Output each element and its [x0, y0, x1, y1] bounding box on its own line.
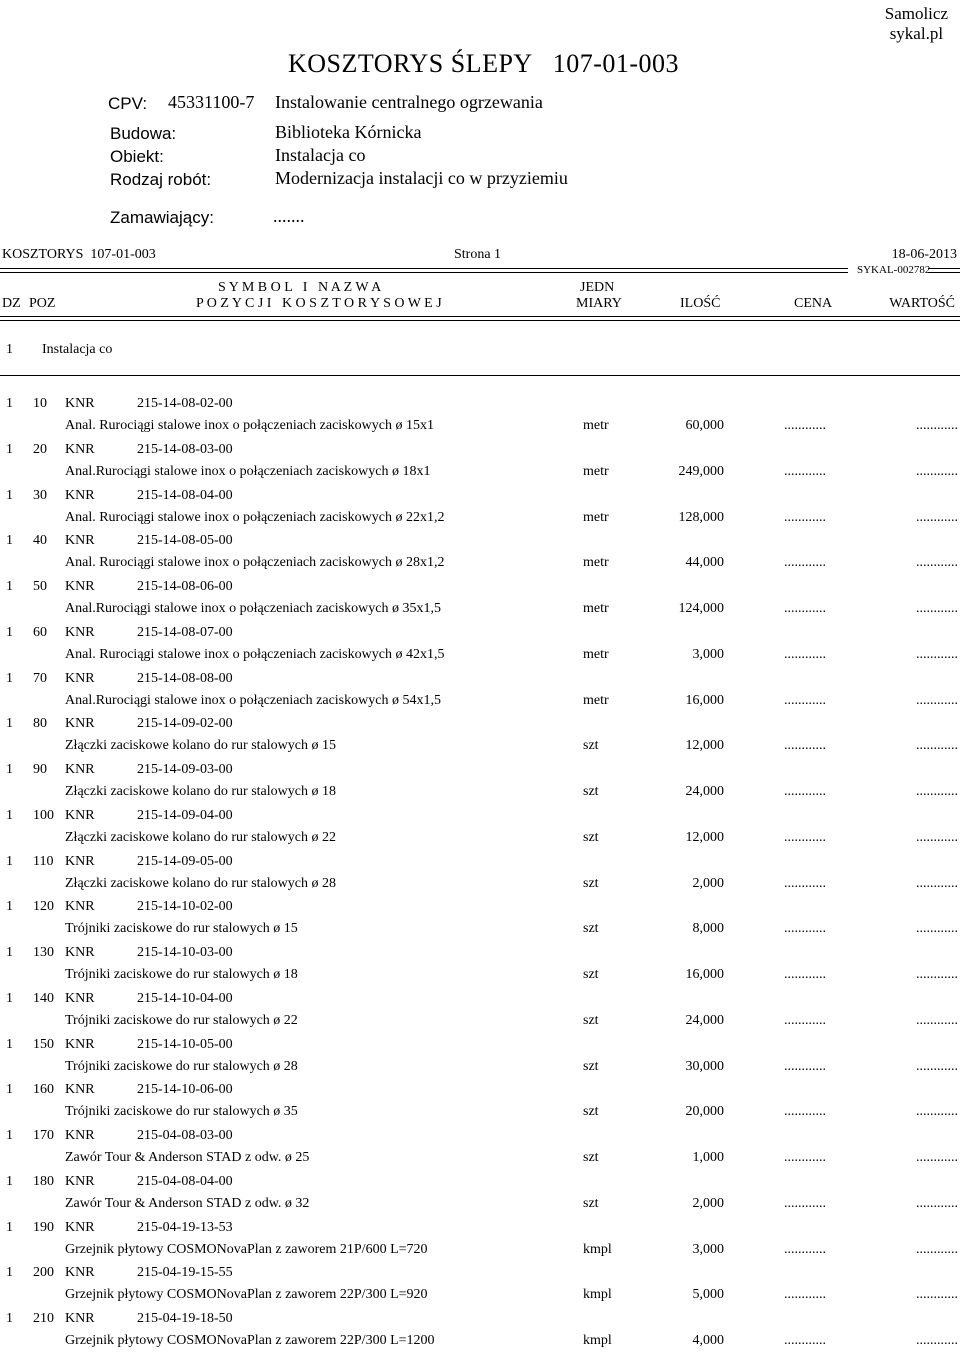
row-code: 215-14-09-05-00 — [137, 853, 233, 869]
row-quantity: 4,000 — [692, 1333, 724, 1348]
corner-note — [885, 4, 948, 44]
row-quantity: 16,000 — [685, 692, 724, 708]
table-row — [0, 945, 960, 991]
row-basis: KNR — [65, 1311, 95, 1326]
row-value: ............ — [916, 463, 958, 479]
row-price: ............ — [784, 692, 826, 708]
row-basis: KNR — [65, 1036, 95, 1052]
row-dz: 1 — [6, 1036, 13, 1052]
table-row — [0, 488, 960, 534]
row-description: Grzejnik płytowy COSMONovaPlan z zaworem 22P/300 L=920 — [65, 1287, 428, 1303]
row-unit: szt — [583, 1104, 599, 1120]
row-code: 215-04-08-04-00 — [137, 1173, 233, 1189]
row-code: 215-14-08-04-00 — [137, 487, 233, 503]
row-code: 215-04-08-03-00 — [137, 1128, 233, 1143]
table-row — [0, 854, 960, 900]
meta-obiekt-label: Obiekt: — [110, 147, 164, 166]
col-value: WARTOŚĆ — [889, 296, 955, 311]
row-dz: 1 — [6, 1311, 13, 1326]
row-poz: 150 — [33, 1036, 54, 1052]
table-row — [0, 579, 960, 625]
row-price: ............ — [784, 1287, 826, 1303]
row-code: 215-14-09-03-00 — [137, 762, 233, 777]
row-dz: 1 — [6, 853, 13, 869]
table-row — [0, 899, 960, 945]
table-row — [0, 1037, 960, 1083]
row-value: ............ — [916, 1012, 958, 1028]
row-value: ............ — [916, 1150, 958, 1165]
row-unit: szt — [583, 784, 599, 799]
row-unit: szt — [583, 921, 599, 937]
row-unit: metr — [583, 463, 609, 479]
meta-budowa-value: Biblioteka Kórnicka — [275, 122, 422, 142]
row-basis: KNR — [65, 1128, 95, 1143]
row-code: 215-14-08-08-00 — [137, 670, 233, 686]
row-quantity: 5,000 — [692, 1287, 724, 1303]
row-basis: KNR — [65, 670, 95, 686]
row-basis: KNR — [65, 990, 95, 1006]
row-poz: 30 — [33, 487, 47, 503]
row-code: 215-04-19-18-50 — [137, 1311, 233, 1326]
row-basis: KNR — [65, 1173, 95, 1189]
row-description: Anal.Rurociągi stalowe inox o połączeniach zaciskowych ø 54x1,5 — [65, 692, 441, 708]
row-basis: KNR — [65, 624, 95, 640]
page-header-date: 18-06-2013 — [891, 247, 957, 262]
row-description: Zawór Tour & Anderson STAD z odw. ø 25 — [65, 1150, 310, 1165]
table-row — [0, 533, 960, 579]
row-quantity: 24,000 — [685, 1012, 724, 1028]
row-code: 215-14-08-03-00 — [137, 441, 233, 457]
row-description: Trójniki zaciskowe do rur stalowych ø 15 — [65, 921, 298, 937]
row-description: Anal.Rurociągi stalowe inox o połączeniach zaciskowych ø 35x1,5 — [65, 601, 441, 616]
section-name: Instalacja co — [42, 342, 113, 357]
row-description: Grzejnik płytowy COSMONovaPlan z zaworem 21P/600 L=720 — [65, 1241, 428, 1257]
row-poz: 50 — [33, 579, 47, 594]
row-unit: metr — [583, 601, 609, 616]
row-value: ............ — [916, 1104, 958, 1120]
row-unit: kmpl — [583, 1287, 612, 1303]
row-price: ............ — [784, 1241, 826, 1257]
col-name-bottom: P O Z Y C J I K O S Z T O R Y S O W E J — [196, 296, 442, 311]
row-price: ............ — [784, 1195, 826, 1211]
row-dz: 1 — [6, 670, 13, 686]
row-quantity: 12,000 — [685, 738, 724, 754]
col-poz: POZ — [29, 296, 56, 311]
row-quantity: 249,000 — [678, 463, 724, 479]
row-unit: szt — [583, 738, 599, 754]
row-price: ............ — [784, 418, 826, 433]
row-description: Grzejnik płytowy COSMONovaPlan z zaworem 22P/300 L=1200 — [65, 1333, 435, 1348]
row-description: Trójniki zaciskowe do rur stalowych ø 18 — [65, 967, 298, 982]
row-basis: KNR — [65, 441, 95, 457]
row-basis: KNR — [65, 1265, 95, 1281]
col-unit-bottom: MIARY — [576, 296, 622, 311]
corner-line-2: sykal.pl — [889, 24, 944, 43]
row-dz: 1 — [6, 945, 13, 960]
col-dz: DZ — [2, 296, 21, 311]
row-basis: KNR — [65, 945, 95, 960]
col-unit-top: JEDN — [580, 280, 615, 295]
row-value: ............ — [916, 1287, 958, 1303]
row-quantity: 2,000 — [692, 1195, 724, 1211]
row-poz: 70 — [33, 670, 47, 686]
row-unit: kmpl — [583, 1241, 612, 1257]
row-unit: metr — [583, 692, 609, 708]
row-unit: metr — [583, 509, 609, 525]
row-price: ............ — [784, 646, 826, 662]
row-price: ............ — [784, 1333, 826, 1348]
row-basis: KNR — [65, 762, 95, 777]
row-value: ............ — [916, 601, 958, 616]
row-basis: KNR — [65, 899, 95, 915]
row-poz: 20 — [33, 441, 47, 457]
row-poz: 190 — [33, 1219, 54, 1235]
row-quantity: 3,000 — [692, 1241, 724, 1257]
row-code: 215-14-09-02-00 — [137, 716, 233, 732]
row-dz: 1 — [6, 533, 13, 549]
row-dz: 1 — [6, 1219, 13, 1235]
row-description: Zawór Tour & Anderson STAD z odw. ø 32 — [65, 1195, 310, 1211]
row-poz: 10 — [33, 396, 47, 411]
row-unit: metr — [583, 555, 609, 571]
row-unit: szt — [583, 1195, 599, 1211]
page-header-page: Strona 1 — [454, 247, 502, 262]
row-description: Złączki zaciskowe kolano do rur stalowych ø 28 — [65, 875, 336, 891]
table-row — [0, 1082, 960, 1128]
meta-obiekt-value: Instalacja co — [275, 145, 366, 165]
table-row — [0, 1174, 960, 1220]
client-label: Zamawiający: — [110, 208, 214, 227]
row-poz: 120 — [33, 899, 54, 915]
row-price: ............ — [784, 967, 826, 982]
row-poz: 80 — [33, 716, 47, 732]
row-dz: 1 — [6, 807, 13, 823]
table-row — [0, 991, 960, 1037]
row-code: 215-04-19-15-55 — [137, 1265, 233, 1281]
section-rule — [0, 375, 960, 376]
row-code: 215-14-09-04-00 — [137, 807, 233, 823]
meta-budowa-label: Budowa: — [110, 124, 177, 143]
row-code: 215-14-10-03-00 — [137, 945, 233, 960]
row-dz: 1 — [6, 441, 13, 457]
cpv-label: CPV: — [108, 94, 148, 113]
row-unit: metr — [583, 646, 609, 662]
row-value: ............ — [916, 418, 958, 433]
row-description: Anal. Rurociągi stalowe inox o połączeniach zaciskowych ø 22x1,2 — [65, 509, 445, 525]
row-unit: szt — [583, 829, 599, 845]
table-row — [0, 671, 960, 717]
row-value: ............ — [916, 1058, 958, 1074]
table-row — [0, 808, 960, 854]
row-quantity: 3,000 — [692, 646, 724, 662]
row-unit: metr — [583, 418, 609, 433]
row-basis: KNR — [65, 1219, 95, 1235]
row-unit: szt — [583, 875, 599, 891]
row-code: 215-14-10-02-00 — [137, 899, 233, 915]
row-dz: 1 — [6, 899, 13, 915]
row-price: ............ — [784, 509, 826, 525]
col-qty: ILOŚĆ — [680, 296, 721, 311]
row-description: Złączki zaciskowe kolano do rur stalowych ø 22 — [65, 829, 336, 845]
row-basis: KNR — [65, 487, 95, 503]
row-description: Anal. Rurociągi stalowe inox o połączeniach zaciskowych ø 28x1,2 — [65, 555, 445, 571]
row-value: ............ — [916, 555, 958, 571]
row-price: ............ — [784, 1150, 826, 1165]
row-basis: KNR — [65, 396, 95, 411]
row-poz: 60 — [33, 624, 47, 640]
row-quantity: 30,000 — [685, 1058, 724, 1074]
table-row — [0, 396, 960, 442]
row-code: 215-14-08-07-00 — [137, 624, 233, 640]
row-dz: 1 — [6, 1082, 13, 1098]
row-dz: 1 — [6, 624, 13, 640]
row-description: Anal.Rurociągi stalowe inox o połączeniach zaciskowych ø 18x1 — [65, 463, 431, 479]
row-dz: 1 — [6, 1173, 13, 1189]
row-quantity: 124,000 — [678, 601, 724, 616]
row-value: ............ — [916, 1333, 958, 1348]
row-poz: 110 — [33, 853, 54, 869]
row-basis: KNR — [65, 579, 95, 594]
row-dz: 1 — [6, 762, 13, 777]
row-price: ............ — [784, 921, 826, 937]
row-description: Trójniki zaciskowe do rur stalowych ø 28 — [65, 1058, 298, 1074]
row-dz: 1 — [6, 716, 13, 732]
row-unit: szt — [583, 1012, 599, 1028]
row-quantity: 8,000 — [692, 921, 724, 937]
row-value: ............ — [916, 967, 958, 982]
row-code: 215-14-08-05-00 — [137, 533, 233, 549]
table-row — [0, 1311, 960, 1357]
row-quantity: 60,000 — [685, 418, 724, 433]
row-dz: 1 — [6, 579, 13, 594]
cpv-code: 45331100-7 — [168, 92, 255, 112]
page-header-code: SYKAL-002782 — [857, 264, 931, 276]
row-price: ............ — [784, 463, 826, 479]
row-code: 215-14-10-05-00 — [137, 1036, 233, 1052]
table-row — [0, 1265, 960, 1311]
row-poz: 200 — [33, 1265, 54, 1281]
col-price: CENA — [794, 296, 833, 311]
row-poz: 170 — [33, 1128, 54, 1143]
row-quantity: 24,000 — [685, 784, 724, 799]
row-basis: KNR — [65, 533, 95, 549]
col-name-top: S Y M B O L I N A Z W A — [218, 280, 382, 295]
row-value: ............ — [916, 1195, 958, 1211]
row-value: ............ — [916, 1241, 958, 1257]
row-price: ............ — [784, 555, 826, 571]
row-price: ............ — [784, 1058, 826, 1074]
row-description: Anal. Rurociągi stalowe inox o połączeniach zaciskowych ø 42x1,5 — [65, 646, 445, 662]
row-dz: 1 — [6, 990, 13, 1006]
row-price: ............ — [784, 784, 826, 799]
row-dz: 1 — [6, 396, 13, 411]
row-value: ............ — [916, 784, 958, 799]
cpv-desc: Instalowanie centralnego ogrzewania — [275, 92, 543, 112]
section-number: 1 — [6, 342, 13, 357]
row-dz: 1 — [6, 1128, 13, 1143]
row-poz: 160 — [33, 1082, 54, 1098]
row-poz: 140 — [33, 990, 54, 1006]
row-poz: 90 — [33, 762, 47, 777]
row-code: 215-14-10-04-00 — [137, 990, 233, 1006]
header-double-rule-left — [0, 268, 848, 273]
row-code: 215-14-08-02-00 — [137, 396, 233, 411]
table-row — [0, 1128, 960, 1174]
row-quantity: 12,000 — [685, 829, 724, 845]
row-code: 215-14-10-06-00 — [137, 1082, 233, 1098]
row-quantity: 128,000 — [678, 509, 724, 525]
row-quantity: 16,000 — [685, 967, 724, 982]
row-price: ............ — [784, 738, 826, 754]
row-quantity: 20,000 — [685, 1104, 724, 1120]
row-description: Złączki zaciskowe kolano do rur stalowych ø 18 — [65, 784, 336, 799]
row-description: Trójniki zaciskowe do rur stalowych ø 22 — [65, 1012, 298, 1028]
table-row — [0, 1220, 960, 1266]
row-basis: KNR — [65, 853, 95, 869]
row-value: ............ — [916, 829, 958, 845]
document-title: KOSZTORYS ŚLEPY 107-01-003 — [288, 49, 680, 78]
row-unit: szt — [583, 1058, 599, 1074]
corner-line-1: Samolicz — [884, 4, 948, 23]
row-price: ............ — [784, 829, 826, 845]
row-dz: 1 — [6, 1265, 13, 1281]
row-unit: kmpl — [583, 1333, 612, 1348]
row-value: ............ — [916, 921, 958, 937]
row-unit: szt — [583, 967, 599, 982]
row-description: Trójniki zaciskowe do rur stalowych ø 35 — [65, 1104, 298, 1120]
row-poz: 180 — [33, 1173, 54, 1189]
table-row — [0, 442, 960, 488]
meta-rodzaj-label: Rodzaj robót: — [110, 170, 212, 189]
row-quantity: 2,000 — [692, 875, 724, 891]
row-description: Złączki zaciskowe kolano do rur stalowych ø 15 — [65, 738, 336, 754]
row-basis: KNR — [65, 807, 95, 823]
row-value: ............ — [916, 738, 958, 754]
row-value: ............ — [916, 509, 958, 525]
meta-rodzaj-value: Modernizacja instalacji co w przyziemiu — [275, 168, 568, 188]
table-row — [0, 762, 960, 808]
row-dz: 1 — [6, 487, 13, 503]
columns-double-rule — [0, 316, 960, 321]
row-code: 215-04-19-13-53 — [137, 1219, 233, 1235]
row-basis: KNR — [65, 1082, 95, 1098]
row-value: ............ — [916, 692, 958, 708]
row-value: ............ — [916, 875, 958, 891]
row-value: ............ — [916, 646, 958, 662]
row-poz: 40 — [33, 533, 47, 549]
row-price: ............ — [784, 875, 826, 891]
row-description: Anal. Rurociągi stalowe inox o połączeniach zaciskowych ø 15x1 — [65, 418, 434, 433]
row-price: ............ — [784, 1104, 826, 1120]
row-price: ............ — [784, 601, 826, 616]
table-row — [0, 716, 960, 762]
row-quantity: 44,000 — [685, 555, 724, 571]
row-poz: 210 — [33, 1311, 54, 1326]
page-header-doc: KOSZTORYS 107-01-003 — [2, 247, 156, 262]
row-poz: 130 — [33, 945, 54, 960]
row-basis: KNR — [65, 716, 95, 732]
row-quantity: 1,000 — [692, 1150, 724, 1165]
client-value: ....... — [273, 206, 305, 226]
table-row — [0, 625, 960, 671]
row-poz: 100 — [33, 807, 54, 823]
row-price: ............ — [784, 1012, 826, 1028]
header-double-rule-right — [928, 268, 960, 273]
row-unit: szt — [583, 1150, 599, 1165]
row-code: 215-14-08-06-00 — [137, 579, 233, 594]
